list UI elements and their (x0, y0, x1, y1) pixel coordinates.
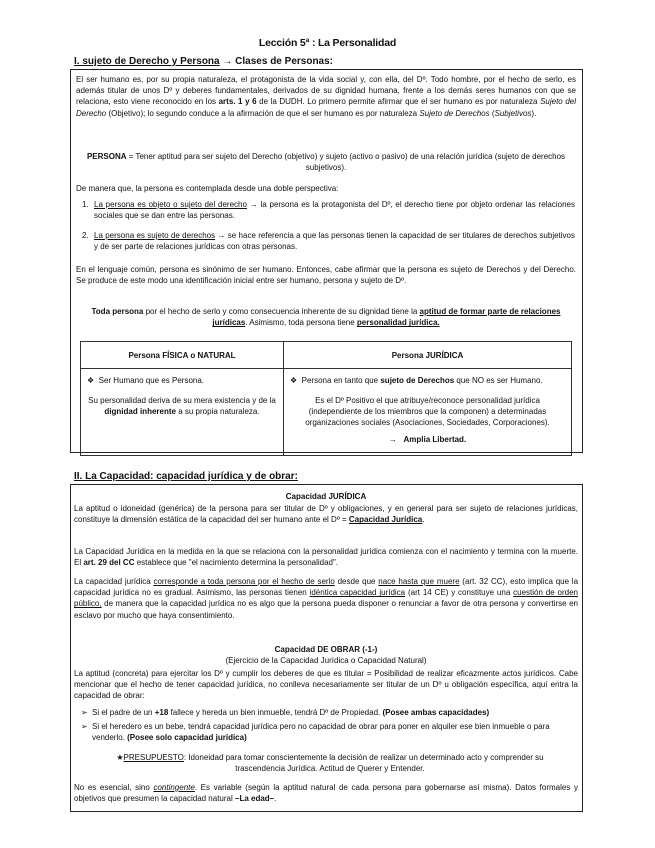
col-juridica-header: Persona JURÍDICA (284, 342, 572, 369)
presupuesto-label: PRESUPUESTO (123, 753, 184, 762)
persona-types-table (80, 341, 572, 456)
list-item-1-underlined: La persona es objeto o sujeto del derecho (94, 200, 247, 209)
star-icon: ★ (116, 753, 124, 762)
co-paragraph-1: La aptitud (concreta) para ejercitar los Dº y cumplir los deberes de que es titular = Posibilidad de realizar eficazmente actos jurídicos. Cabe mencionar que el hecho de tener capacidad jurídica, no conlleva necesariamente ser titular de un Dº u obligación específica, aquí entra la capacidad de obrar: (74, 669, 578, 701)
juridica-line3 (290, 434, 565, 445)
juridica-text1c: que NO es ser Humano. (454, 376, 543, 385)
intro-paragraph (76, 74, 576, 119)
arrow-right-icon: → (388, 435, 397, 444)
intro-text-1: El ser humano es, por su propia naturaleza, el protagonista de la vida social y, con ella, del Dº. Todo hombre, por el hecho de serlo, es además titular de unos Dº y deberes fundamentales, derivados de su dignidad humana, frente a los demás seres humanos con que se relaciona, esto viene reconocido en los (76, 75, 576, 107)
co-b2-a: Si el heredero es un bebe, tendrá capacidad jurídica pero no capacidad de obrar para poner en alquiler ese bien inmueble o para venderlo. (92, 722, 550, 743)
common-language-paragraph: En el lenguaje común, persona es sinónimo de ser humano. Entonces, cabe afirmar que la persona es sujeto de Derechos y del Derecho. Se produce de este modo una identificación inicial entre ser humano, persona y sujeto de Dº. (76, 265, 576, 286)
table-header-row (81, 342, 572, 369)
cj-p1-end: . (422, 515, 425, 525)
section2-heading (74, 471, 298, 482)
intro-text-3: (Objetivo); lo segundo conduce a la afirmación de que el ser humano es por naturaleza (106, 108, 420, 118)
fisica-text2a: Su personalidad deriva de su mera existencia y de la (88, 396, 276, 405)
section2-heading-text: II. La Capacidad: capacidad jurídica y de obrar: (74, 471, 298, 482)
fisica-dignidad: dignidad inherente (104, 407, 176, 416)
cj-p2-end: establece que "el nacimiento determina la personalidad". (134, 558, 339, 568)
cj-p3-d: nace hasta que muere (378, 577, 460, 586)
cj-paragraph-3 (74, 576, 578, 621)
cj-p3-a: La capacidad jurídica (74, 577, 154, 586)
persona-definition-text: = Tener aptitud para ser sujeto del Derecho (objetivo) y sujeto (activo o pasivo) de una relación jurídica (sujeto de derechos subjetivos). (126, 152, 566, 173)
section1-heading-arrow: → (222, 56, 233, 67)
co-b1-note: (Posee ambas capacidades) (382, 708, 490, 717)
fisica-text1: Ser Humano que es Persona. (98, 376, 205, 385)
intro-subjetivos: Subjetivos (494, 108, 532, 118)
juridica-line2: Es el Dº Positivo el que atribuye/reconoce personalidad jurídica (independiente de los miembros que la componen) a determinadas organizaciones sociales (Asociaciones, Sociedades, Corporaciones). (305, 396, 550, 427)
cj-p3-g: (art 14 CE) y constituye una (405, 588, 514, 598)
section1-heading-sub: Clases de Personas: (235, 56, 333, 67)
intro-sujeto-de-derechos: Sujeto de Derechos (419, 108, 490, 118)
toda-persona-bold: Toda persona (91, 307, 144, 316)
cj-p1-term: Capacidad Jurídica (348, 515, 423, 525)
toda-persona-text-2: . Asimismo, toda persona tiene (245, 318, 357, 328)
intro-text-5: ). (531, 108, 537, 118)
final-edad: –La edad– (235, 794, 275, 804)
co-b1-a: Si el padre de un (92, 708, 155, 717)
cj-p3-f: idéntica capacidad jurídica (309, 588, 406, 598)
intro-sujeto-del-derecho: Sujeto del Derecho (76, 97, 576, 118)
arrow-bullet-icon: ➢ (81, 722, 88, 731)
fisica-line2 (87, 395, 277, 417)
list-item-2 (82, 230, 575, 252)
persona-definition (76, 151, 576, 173)
fisica-line1 (87, 375, 277, 386)
diamond-bullet-icon: ❖ (290, 376, 298, 385)
cj-p3-c: desde que (334, 577, 379, 586)
capacidad-obrar-subtitle: (Ejercicio de la Capacidad Jurídica o Capacidad Natural) (225, 656, 427, 665)
juridica-sujeto: sujeto de Derechos (380, 376, 455, 385)
cj-p3-b: corresponde a toda persona por el hecho de serlo (153, 577, 335, 586)
aptitud-underlined: aptitud de formar parte de relaciones jurídicas (212, 307, 561, 328)
capacidad-obrar-title: Capacidad DE OBRAR (-1-) (274, 645, 378, 654)
co-bullet-1 (78, 707, 578, 718)
co-b1-c: fallece y hereda un bien inmueble, tendrá Dº de Propiedad. (168, 708, 383, 717)
final-e: . (274, 794, 277, 804)
cj-paragraph-2 (74, 546, 578, 568)
personalidad-juridica-underlined: personalidad jurídica. (356, 318, 440, 328)
co-b2-note: (Posee solo capacidad jurídica) (127, 733, 247, 743)
presupuesto-paragraph (96, 752, 564, 774)
juridica-line1 (290, 375, 565, 386)
section1-heading-main: I. sujeto de Derecho y Persona (74, 56, 220, 67)
list-item-2-text: → se hace referencia a que las personas tienen la capacidad de ser titulares de derechos subjetivos y de ser parte de relaciones jurídicas con otras personas. (94, 231, 575, 252)
intro-text-4: ( (489, 108, 495, 118)
cj-paragraph-1 (74, 503, 578, 525)
arrow-bullet-icon: ➢ (81, 708, 88, 717)
toda-persona-text-1: por el hecho de serlo y como consecuencia inherente de su dignidad tiene la (143, 307, 420, 316)
list-item-2-underlined: La persona es sujeto de derechos (94, 231, 216, 240)
cell-fisica (81, 369, 284, 456)
diamond-bullet-icon: ❖ (87, 376, 95, 385)
list-item-1-number: 1. (82, 200, 89, 209)
list-item-2-number: 2. (82, 231, 89, 240)
page-title: Lección 5ª : La Personalidad (258, 37, 397, 49)
cell-juridica (284, 369, 572, 456)
juridica-text1a: Persona en tanto que (301, 376, 381, 385)
table-row (81, 369, 572, 456)
final-paragraph (74, 782, 578, 804)
section1-heading (74, 56, 333, 67)
list-item-1-text: → la persona es la protagonista del Dº, el derecho tiene por objeto ordenar las relaciones sociales que se dan entre las personas. (94, 200, 575, 221)
cj-p3-e: (art. 32 CC), esto implica que la capacidad jurídica no es gradual. Asimismo, las personas tienen (74, 577, 579, 598)
toda-persona-paragraph (80, 306, 572, 328)
cj-p3-h: cuestión de orden público, (74, 588, 579, 609)
final-c: . Es variable (según la aptitud natural de cada persona para gobernarse así misma). Datos formales y objetivos que presumen la capacidad natural (74, 783, 578, 804)
final-a: No es esencial, sino (74, 783, 154, 792)
list-item-1 (82, 199, 575, 221)
cj-p3-i: de manera que la capacidad jurídica no es algo que la persona pueda disponer o renunciar a favor de otra persona y convertirse en esclavo por mucho que haya consentimiento. (74, 599, 578, 620)
co-b1-age: +18 (154, 708, 169, 717)
capacidad-juridica-title: Capacidad JURÍDICA (285, 492, 367, 501)
perspective-intro: De manera que, la persona es contemplada desde una doble perspectiva: (76, 184, 339, 193)
cj-p2-article: art. 29 del CC (83, 558, 135, 568)
co-bullet-2 (78, 721, 578, 743)
intro-articles: arts. 1 y 6 (218, 97, 257, 107)
col-fisica-header: Persona FÍSICA o NATURAL (81, 342, 284, 369)
final-contingente: contingente (153, 783, 195, 792)
fisica-text2c: a su propia naturaleza. (175, 407, 260, 416)
cj-p1-text: La aptitud o idoneidad (genérica) de la persona para ser titular de Dº y obligaciones, y en general para ser sujeto de relaciones jurídicas, constituye la dimensión estática de la capacidad del ser humano ante el Dº = (74, 504, 578, 525)
cj-p2-text: La Capacidad Jurídica en la medida en la que se relaciona con la personalidad jurídica comienza con el nacimiento y termina con la muerte. El (74, 547, 578, 568)
intro-text-2: de la DUDH. Lo primero permite afirmar que el ser humano es por naturaleza (256, 97, 541, 107)
persona-term: PERSONA (86, 152, 127, 161)
presupuesto-text: : Idoneidad para tomar conscientemente la decisión de realizar un determinado acto y comprender su trascendencia Jurídica. Actitud de Querer y Entender. (183, 753, 544, 774)
amplia-libertad: Amplia Libertad. (403, 435, 467, 444)
